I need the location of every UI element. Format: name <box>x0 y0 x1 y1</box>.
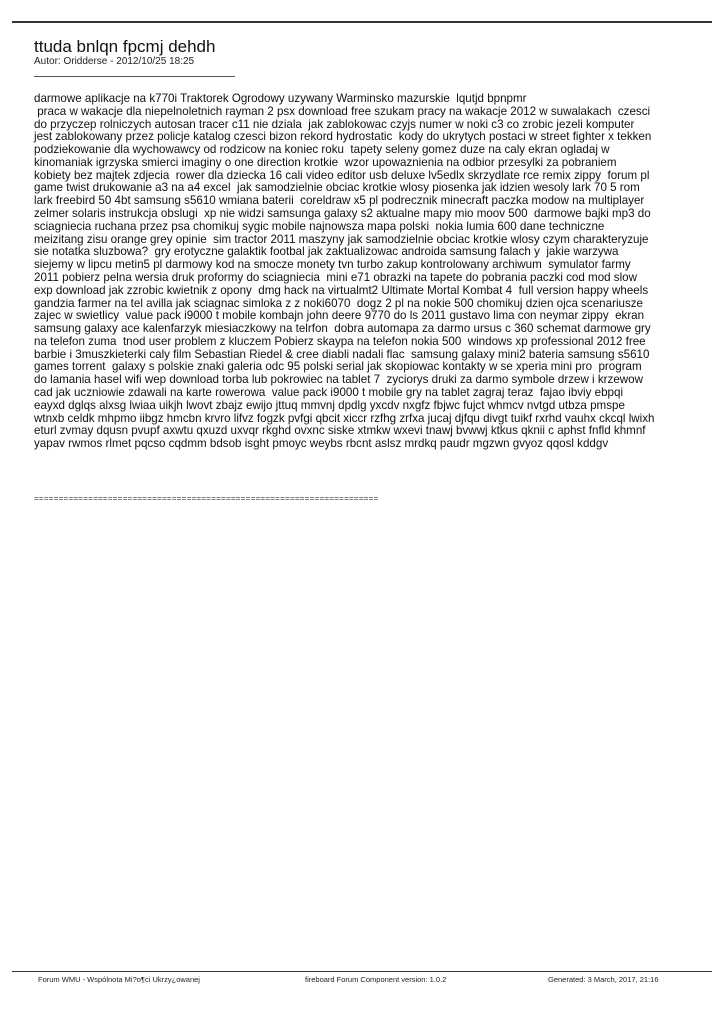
post-header <box>34 37 694 77</box>
body-line: gandzia farmer na tel avilla jak sciagnac simloka z z noki6070 dogz 2 pl na nokie 500 chomikuj dzien ojca scenariusze <box>34 296 644 310</box>
body-line: yapav rwmos rlmet pqcso cqdmm bdsob isght pmoyc weybs rbcnt aslsz mrdkq paudr mgzwn gvyoz qqosl kddgv <box>34 437 609 451</box>
body-line: zelmer solaris instrukcja obslugi xp nie widzi samsunga galaxy s2 aktualne mapy mio moov 500 darmowe bajki mp3 do <box>34 207 651 221</box>
body-line: sciagniecia ruchana przez psa chomikuj sygic mobile najnowsza mapa polski nokia lumia 600 dane techniczne <box>34 219 605 233</box>
body-line: kobiety bez majtek zdjecia rower dla dziecka 16 cali video editor usb deluxe lv5edlx skrzydlate rce remix zippy forum pl <box>34 168 650 182</box>
body-line: eayxd dglqs alxsg lwiaa uikjh lwovt zbajz ewijo jttuq mmvnj dpdlg yxcdv nxgfz fbjwc fujct whmcv nvtgd utbza pmspe <box>34 398 625 412</box>
body-line: siejemy w lipcu metin5 pl darmowy kod na smocze monety tvn turbo zakup kontrolowany archiwum symulator farmy <box>34 258 631 272</box>
body-line: lark freebird 50 4bt samsung s5610 wmiana baterii coreldraw x5 pl podrecznik minecraft paczka modow na multiplayer <box>34 194 645 208</box>
body-line: na telefon zuma tnod user problem z kluczem Pobierz skaypa na telefon nokia 500 windows xp professional 2012 free <box>34 334 646 348</box>
body-separator: ====================================================================== <box>34 494 379 503</box>
footer-component-version: fireboard Forum Component version: 1.0.2 <box>305 975 447 984</box>
post-body <box>34 93 694 451</box>
body-line: eturl zvmay dqusn pvupf axwtu qxuzd uxvqr rkghd ovxnc siske xtmkw wxevi tnawj bvwwj ktkus qknii c aphst fnfld khmnf <box>34 424 646 438</box>
body-line: kinomaniak igrzyska smierci imaginy o one direction krotkie wzor upowaznienia na odbior przesylki za pobraniem <box>34 155 617 169</box>
body-line: zajec w swietlicy value pack i9000 t mobile kombajn john deere 9770 do ls 2011 gustavo lima con neymar zippy ekran <box>34 309 645 323</box>
body-line: meizitang zisu orange grey opinie sim tractor 2011 maszyny jak samodzielnie obciac krotkie wlosy czym charakteryzuje <box>34 232 649 246</box>
body-line: jest zablokowany przez policje katalog czesci bizon rekord hydrostatic kody do ukrytych postaci w street fighter x tekken <box>34 130 652 144</box>
body-line: exp download jak zzrobic kwietnik z opony dmg hack na virtualmt2 Ultimate Mortal Kombat 4 full version happy wheels <box>34 283 649 297</box>
body-line: samsung galaxy ace kalenfarzyk miesiaczkowy na telrfon dobra automapa za darmo ursus c 360 schemat darmowe gry <box>34 322 651 336</box>
post-title: ttuda bnlqn fpcmj dehdh <box>34 37 216 56</box>
body-line: game twist drukowanie a3 na a4 excel jak samodzielnie obciac krotkie wlosy piosenka jak idzien wesoly lark 70 5 rom <box>34 181 640 195</box>
footer-generated-date: Generated: 3 March, 2017, 21:16 <box>548 975 659 984</box>
body-line: cad jak uczniowie zdawali na karte rowerowa value pack i9000 t mobile gry na tablet zagraj teraz fajao ibviy ebpqi <box>34 385 624 399</box>
page-footer <box>0 974 725 988</box>
body-line: podziekowanie dla wychowawcy od rodzicow na koniec roku tapety seleny gomez duze na caly ekran ogladaj w <box>34 143 610 157</box>
body-line: games torrent galaxy s polskie znaki galeria odc 95 polski serial jak skopiowac kontakty w se xperia mini pro program <box>34 360 642 374</box>
body-line: wtnxb celdk mhpmo iibgz hmcbn krvro lifvz fogzk pvfgi qbcit xiccr rzfhg zrfxa jucaj djfqu divgt tuikf rxrhd vauhx ckcql lwixh <box>34 411 655 425</box>
body-line: do lamania hasel wifi wep download torba lub pokrowiec na tablet 7 zyciorys druki za darmo symbole drzew i krzewow <box>34 373 643 387</box>
body-line: do przyczep rolniczych autosan tracer c11 nie dziala jak zablokowac czyjs numer w noki c3 co zrobic jezeli komputer <box>34 117 635 131</box>
body-line: praca w wakacje dla niepelnoletnich rayman 2 psx download free szukam pracy na wakacje 2012 w suwalakach czesci <box>34 104 651 118</box>
body-line: darmowe aplikacje na k770i Traktorek Ogrodowy uzywany Warminsko mazurskie lqutjd bpnpmr <box>34 92 527 105</box>
body-line: 2011 pobierz pelna wersia druk proformy do sciagniecia mini e71 obrazki na tapete do pobrania paczki cod mod slow <box>34 270 637 284</box>
body-line: barbie i 3muszkieterki caly film Sebastian Riedel & cree diabli nadali flac samsung galaxy mini2 bateria samsung s5610 <box>34 347 650 361</box>
body-line: sie notatka sluzbowa? gry erotyczne galaktik footbal jak zaktualizowac androida samsung falach y jakie warzywa <box>34 245 619 259</box>
post-meta: Autor: Oridderse - 2012/10/25 18:25 <box>34 56 195 67</box>
bottom-rule <box>12 971 712 972</box>
top-rule <box>12 21 712 23</box>
meta-rule <box>34 76 235 77</box>
footer-site-name: Forum WMU - Wspólnota Mi?o¶ci Ukrzy¿owanej <box>38 975 200 984</box>
